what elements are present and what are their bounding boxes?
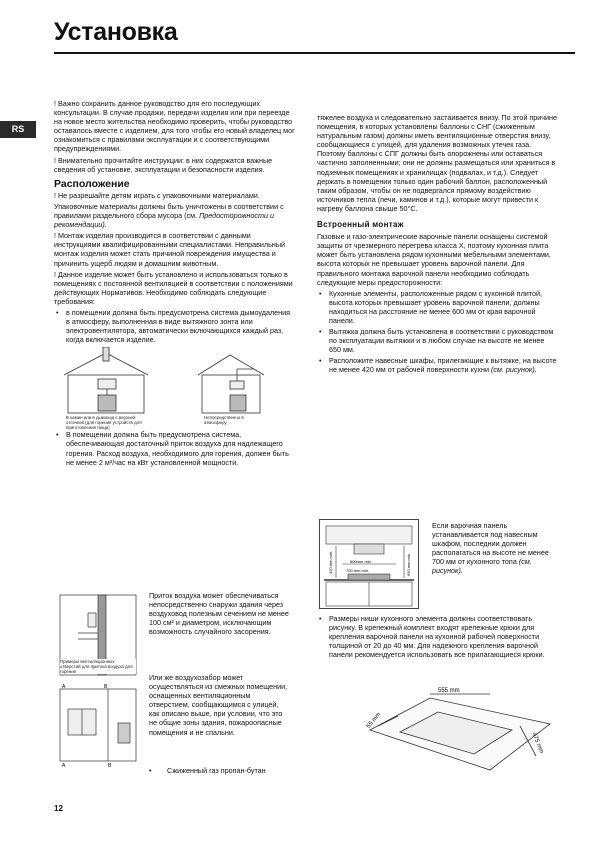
figure-caption-chimney: В камин или в дымоход с верхней отсечкой (для горения устройств для приготовления пищи) — [66, 415, 142, 431]
requirements-list-2 — [54, 430, 295, 466]
dimension-label: 650 mm min. — [406, 552, 411, 576]
air-inlet-caption: Примеры вентиляционных отверстий для притока воздуха для горения — [60, 659, 136, 674]
dimension-label: 555 mm — [438, 688, 460, 694]
list-item: • в помещении должна быть предусмотрена система дымоудаления в атмосферу, выполненная в виде вытяжного зонта или электровентилятора, автоматически включающихся каждый раз, когда включается изделие. — [54, 308, 295, 344]
packaging-ref: Предосторожности и рекомендации). — [54, 211, 274, 230]
adjacent-room-diagram — [58, 683, 138, 767]
figure-label: A — [62, 684, 66, 690]
builtin-list — [317, 289, 557, 375]
air-inlet-text: Приток воздуха может обеспечиваться непосредственно снаружи здания через воздуховод полезным сечением не менее 100 см² и диаметром, исключающим возможность случайного засорения. — [149, 591, 289, 637]
list-item: • Кухонные элементы, расположенные рядом с кухонной плитой, высота которых превышает уровень варочной панели, должны находиться на расстояние не менее 600 мм от края варочной панели. — [317, 289, 557, 325]
list-item — [317, 356, 557, 374]
cabinet-ref: (см. рисунок). — [490, 365, 537, 375]
packaging-paragraph — [54, 202, 295, 229]
air-inlet-figure — [58, 593, 138, 677]
clearance-text-main: Если варочная панель устанавливается под навесным шкафом, последнии должен располагаться на высоте не менее 700 мм от кухонного топа — [432, 521, 549, 567]
lpg-bullet — [149, 766, 294, 775]
intro-paragraph-1: ! Важно сохранить данное руководство для его последующих консультации. В случае продажи, передачи изделия или при переезде на новое место жительства необходимо проверить, чтобы руководство оставалось вместе с изделием, для того чтобы его новый владелец мог ознакомиться с правилами эксплуатации и с соответствующими предупреждениями. — [54, 99, 295, 154]
exhaust-figure — [54, 347, 295, 431]
niche-bullet — [317, 614, 557, 659]
packaging-text: Упаковочные материалы должны быть уничтожены в соответствии с правилами раздельного сбора мусора (см. — [54, 201, 284, 221]
lpg-continued: тяжелее воздуха и следовательно застаивается внизу. По этой причине помещения, в которых установлены баллоны с СНГ (сжиженным натуральным газом) должны иметь вентиляционные отверстия внизу, сообщающиеся с улицей, для удаления возможных утечек газа. Поэтому баллоны с СПГ должны быть опорожнены или оставаться частично заполненными; они не должны размещаться или храниться в подземных помещениях и хранилищах (подвалах, и т.д.). Следует держать в помещении только один рабочий баллон, расположенный таким образом, чтобы он не подвергался прямому воздействию источников тепла (печи, каминов и т.д.), которые могут привести к нагреву баллона свыше 50°C. — [317, 113, 558, 213]
niche-figure — [360, 686, 560, 772]
figure-label: B — [108, 763, 112, 767]
requirements-list — [54, 308, 295, 344]
dimension-label: 420 mm min. — [328, 550, 333, 574]
builtin-paragraph: Газовые и газо-электрические варочные панели оснащены системой защиты от чрезмерного перегрева класса X, поэтому кухонная плита может быть установлена рядом кухонными мебельными элементами, высота которых не превышает уровень варочной панели. Для правильного монтажа варочной панели необходимо соблюдать следующие меры предосторожности: — [317, 232, 551, 287]
list-item: • Вытяжка должна быть установлена в соответствии с руководством по эксплуатации вытяжки и в любом случае на высоте не менее 650 мм. — [317, 327, 557, 354]
bullet-glyph: • — [319, 614, 322, 623]
language-tab: RS — [0, 121, 36, 138]
lpg-text: Сжиженный газ пропан-бутан — [167, 766, 266, 775]
list-item — [54, 430, 295, 466]
page-number: 12 — [54, 804, 63, 813]
adjacent-room-figure — [58, 683, 138, 767]
intro-paragraph-2: ! Внимательно прочитайте инструкции: в них содержатся важные сведения об установке, эксплуатации и безопасности изделия. — [54, 155, 273, 174]
clearance-figure — [319, 519, 419, 609]
left-column — [54, 99, 295, 469]
clearance-ref: (см. рисунок). — [432, 557, 532, 576]
ventilation-paragraph: ! Данное изделие может быть установлено и использоваться только в помещениях с постоянной вентиляцией в соответствии с положениями действующих Нормативов. Необходимо соблюдать следующие требования: — [54, 269, 293, 306]
page-title: Установка — [54, 18, 178, 46]
bullet-glyph: • — [149, 766, 152, 775]
clearance-diagram — [320, 520, 418, 608]
figure-label: A — [62, 763, 66, 767]
figure-caption-atmosphere: Непосредственно в атмосферу — [204, 415, 244, 426]
install-paragraph: ! Монтаж изделия производится в соответствии с данными инструкциями квалифицированными специалистами. Неправильный монтаж изделия может стать причиной повреждения имущества и причинить ущерб людям и домашним животным. — [54, 231, 286, 268]
dimension-label: 600mm min. — [350, 559, 373, 564]
placement-heading: Расположение — [54, 177, 130, 190]
children-warning: ! Не разрешайте детям играть с упаковочными материалами. — [54, 190, 260, 200]
adjacent-room-text: Или же воздухозабор может осуществляться из смежных помещении, оснащенных вентиляционным отверстием, сообщающимся с улицей, как описано выше, при условии, что это не общие зоны здания, пожароопасные помещения и не спальни. — [149, 673, 288, 737]
right-column — [317, 113, 557, 377]
air-supply-text: В помещении должна быть предусмотрена система, обеспечивающая достаточный приток воздуха для надлежащего горения. Расход воздуха, необходимого для горения, должен быть не менее 2 м³/час на кВт установленной мощности. — [66, 430, 289, 467]
dimension-label: 475 mm — [530, 732, 545, 755]
figure-label: B — [104, 684, 108, 690]
builtin-heading: Встроенный монтаж — [317, 220, 404, 230]
cabinet-text: Расположите навесные шкафы, прилегающие к вытяжке, на высоте не менее 420 мм от рабочей поверхности кухни — [329, 356, 557, 375]
clearance-text — [432, 521, 557, 576]
niche-diagram — [360, 686, 560, 772]
dimension-label: 55 mm — [365, 711, 383, 730]
dimension-label: 700 mm min. — [346, 568, 370, 573]
title-rule — [54, 52, 575, 54]
niche-text: Размеры ниши кухонного элемента должны соответствовать рисунку. В крепежный комплект входят крепежные крюки для крепления варочной панели на кухонной рабочей поверхности толщиной от 20 до 40 мм. Для надежного крепления варочной панели рекомендуется использовать все прилагающиеся крюки. — [329, 614, 545, 660]
